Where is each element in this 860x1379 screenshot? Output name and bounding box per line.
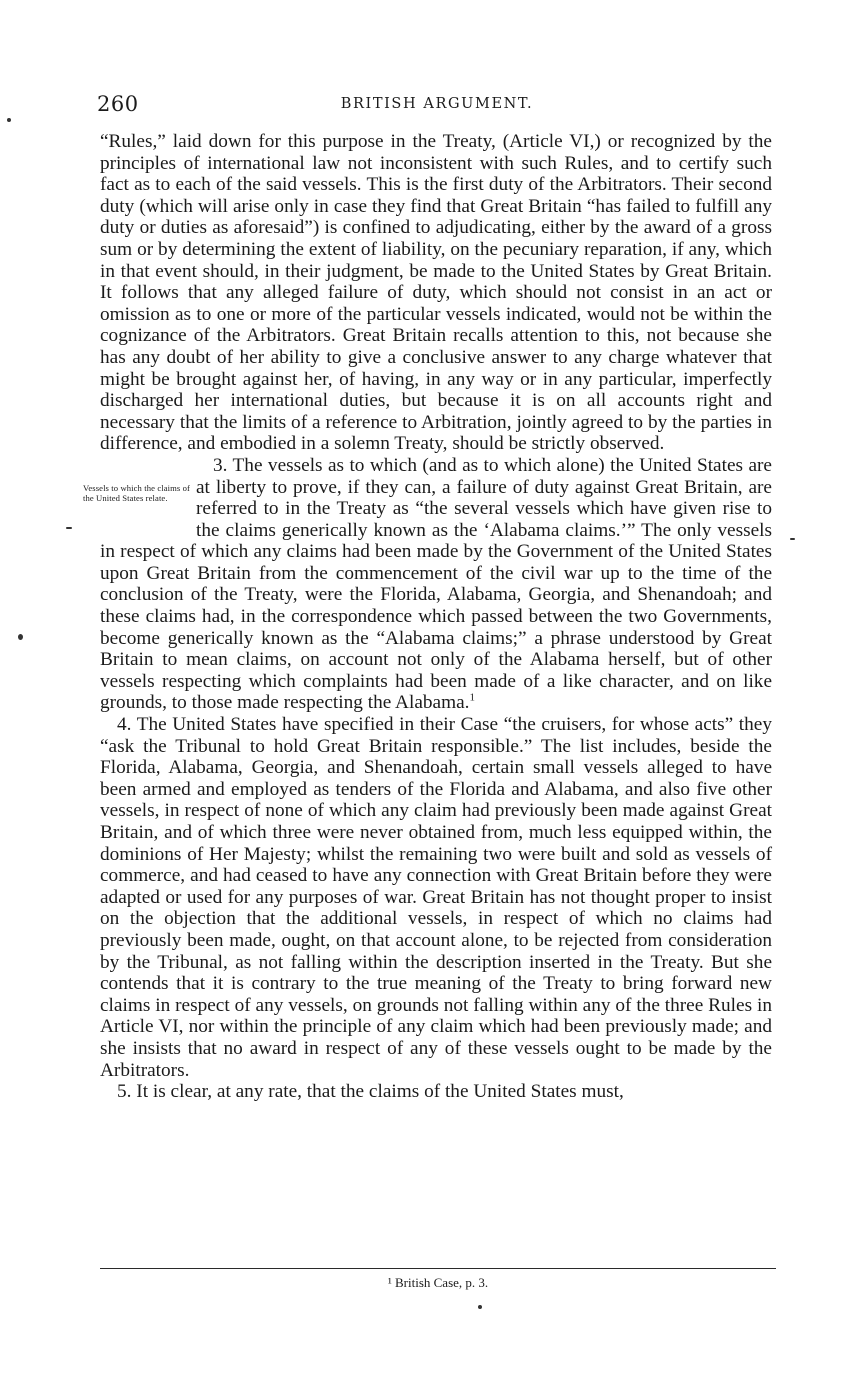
- footnote: ¹ British Case, p. 3.: [387, 1275, 489, 1290]
- scan-speck: [7, 118, 11, 122]
- paragraph-3-text: 3. The vessels as to which (and as to which alone) the United States are at liberty to prove, if they can, a failure of duty against Great Britain, are referred to in the Treaty as “the several vessels which have given rise to the claims generically known as the ‘Alabama claims.’” The only vessels in respect of which any claims had been made by the Government of the United States upon Great Britain from the commencement of the civil war up to the time of the conclusion of the Treaty, were the Florida, Alabama, Georgia, and Shenandoah; and these claims had, in the correspondence which passed between the two Governments, become generically known as the “Alabama claims;” a phrase understood by Great Britain to mean claims, on account not only of the Alabama herself, but of other vessels respecting which complaints had been made of a like character, and on like grounds, to those made respecting the Alabama.: [100, 454, 772, 714]
- scan-speck: [66, 527, 72, 529]
- scan-speck: [18, 634, 23, 640]
- marginal-note-box: [83, 477, 196, 541]
- running-head: BRITISH ARGUMENT.: [340, 96, 534, 112]
- page-number: 260: [97, 92, 139, 116]
- body-text: [83, 131, 772, 1103]
- footnote-reference: 1: [469, 692, 475, 705]
- paragraph-3: [83, 454, 772, 714]
- marginal-note: Vessels to which the claims of the United States relate.: [83, 482, 190, 503]
- paragraph-4: 4. The United States have specified in their Case “the cruisers, for whose acts” they “ask the Tribunal to hold Great Britain responsible.” The list includes, beside the Florida, Alabama, Georgia, and Shenandoah, certain small vessels alleged to have been armed and employed as tenders of the Florida and Alabama, and also five other vessels, in respect of none of which any claim had previously been made against Great Britain, and of which three were never obtained from, much less equipped within, the dominions of Her Majesty; whilst the remaining two were built and sold as vessels of commerce, and had ceased to have any connection with Great Britain before they were adapted or used for any purposes of war. Great Britain has not thought proper to insist on the objection that the additional vessels, in respect of which no claims had previously been made, ought, on that account alone, to be rejected from consideration by the Tribunal, as not falling within the description inserted in the Treaty. But she contends that it is contrary to the true meaning of the Treaty to bring forward new claims in respect of any vessels, on grounds not falling within any of the three Rules in Article VI, nor within the principle of any claim which had been previously made; and she insists that no award in respect of any of these vessels ought to be made by the Arbitrators.: [100, 714, 772, 1081]
- paragraph-continuation: “Rules,” laid down for this purpose in the Treaty, (Article VI,) or recognized by the principles of international law not inconsistent with such Rules, and to certify such fact as to each of the said vessels. This is the first duty of the Arbitrators. Their second duty (which will arise only in case they find that Great Britain “has failed to fulfill any duty or duties as aforesaid”) is confined to adjudicating, either by the award of a gross sum or by determining the extent of liability, on the pecuniary reparation, if any, which in that event should, in their judgment, be made to the United States by Great Britain. It follows that any alleged failure of duty, which should not consist in an act or omission as to one or more of the particular vessels indicated, would not be within the cognizance of the Arbitrators. Great Britain recalls attention to this, not because she has any doubt of her ability to give a conclusive answer to any charge whatever that might be brought against her, of having, in any way or in any particular, imperfectly discharged her international duties, but because it is on all accounts right and necessary that the limits of a reference to Arbitration, jointly agreed to by the parties in difference, and embodied in a solemn Treaty, should be strictly observed.: [100, 131, 772, 455]
- scan-speck: [790, 538, 795, 540]
- footnote-rule: [100, 1268, 776, 1269]
- page-header: [97, 92, 777, 122]
- scan-speck: [478, 1305, 482, 1309]
- paragraph-5: 5. It is clear, at any rate, that the claims of the United States must,: [117, 1081, 624, 1103]
